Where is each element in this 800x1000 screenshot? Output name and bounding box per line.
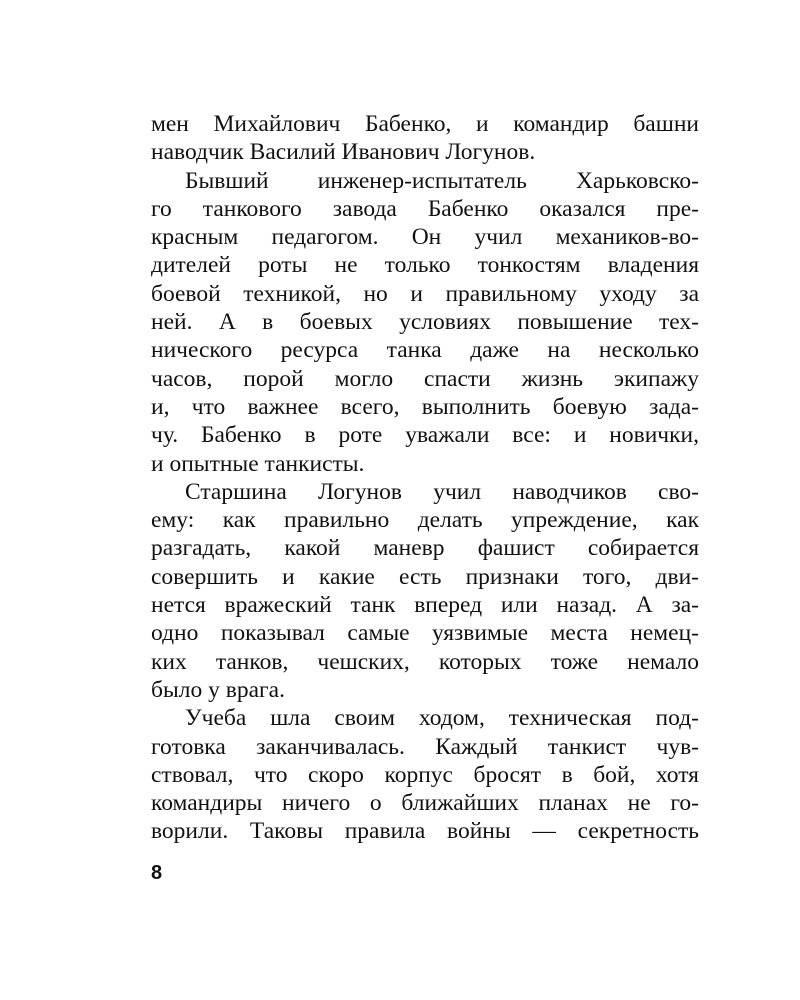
- text-line: красным педагогом. Он учил механиков-во-: [151, 224, 699, 251]
- text-line: боевой техникой, но и правильному уходу за: [151, 280, 699, 307]
- text-line: ему: как правильно делать упреждение, как: [151, 507, 699, 534]
- body-text: [151, 110, 699, 846]
- text-line: разгадать, какой маневр фашист собирается: [151, 535, 699, 562]
- text-line: и опытные танкисты.: [151, 450, 365, 477]
- text-line: совершить и какие есть признаки того, дви-: [151, 563, 699, 590]
- text-line: наводчик Василий Иванович Логунов.: [151, 139, 536, 166]
- text-line: ней. А в боевых условиях повышение тех-: [151, 309, 699, 336]
- text-line: и, что важнее всего, выполнить боевую зада-: [151, 393, 699, 420]
- text-line: дителей роты не только тонкостям владения: [151, 252, 699, 279]
- text-line: часов, порой могло спасти жизнь экипажу: [151, 365, 699, 392]
- text-line: го танкового завода Бабенко оказался пре-: [151, 195, 699, 222]
- page-number: 8: [151, 862, 163, 884]
- text-line: мен Михайлович Бабенко, и командир башни: [151, 111, 699, 137]
- text-line: готовка заканчивалась. Каждый танкист чув-: [151, 733, 699, 760]
- text-line: командиры ничего о ближайших планах не го-: [151, 790, 699, 817]
- text-line: нического ресурса танка даже на несколько: [151, 337, 699, 364]
- text-line: ворили. Таковы правила войны — секретность: [151, 818, 699, 845]
- text-line: нется вражеский танк вперед или назад. А за-: [151, 592, 699, 619]
- text-line: одно показывал самые уязвимые места немец-: [151, 620, 699, 647]
- text-line: ких танков, чешских, которых тоже немало: [151, 648, 699, 675]
- paragraph-start-line: Учеба шла своим ходом, техническая под-: [185, 705, 699, 732]
- text-line: чу. Бабенко в роте уважали все: и новички,: [151, 422, 699, 449]
- paragraph-start-line: Старшина Логунов учил наводчиков сво-: [185, 478, 699, 505]
- text-line: было у врага.: [151, 676, 285, 703]
- paragraph-start-line: Бывший инженер-испытатель Харьковско-: [185, 167, 699, 194]
- text-line: ствовал, что скоро корпус бросят в бой, хотя: [151, 761, 699, 788]
